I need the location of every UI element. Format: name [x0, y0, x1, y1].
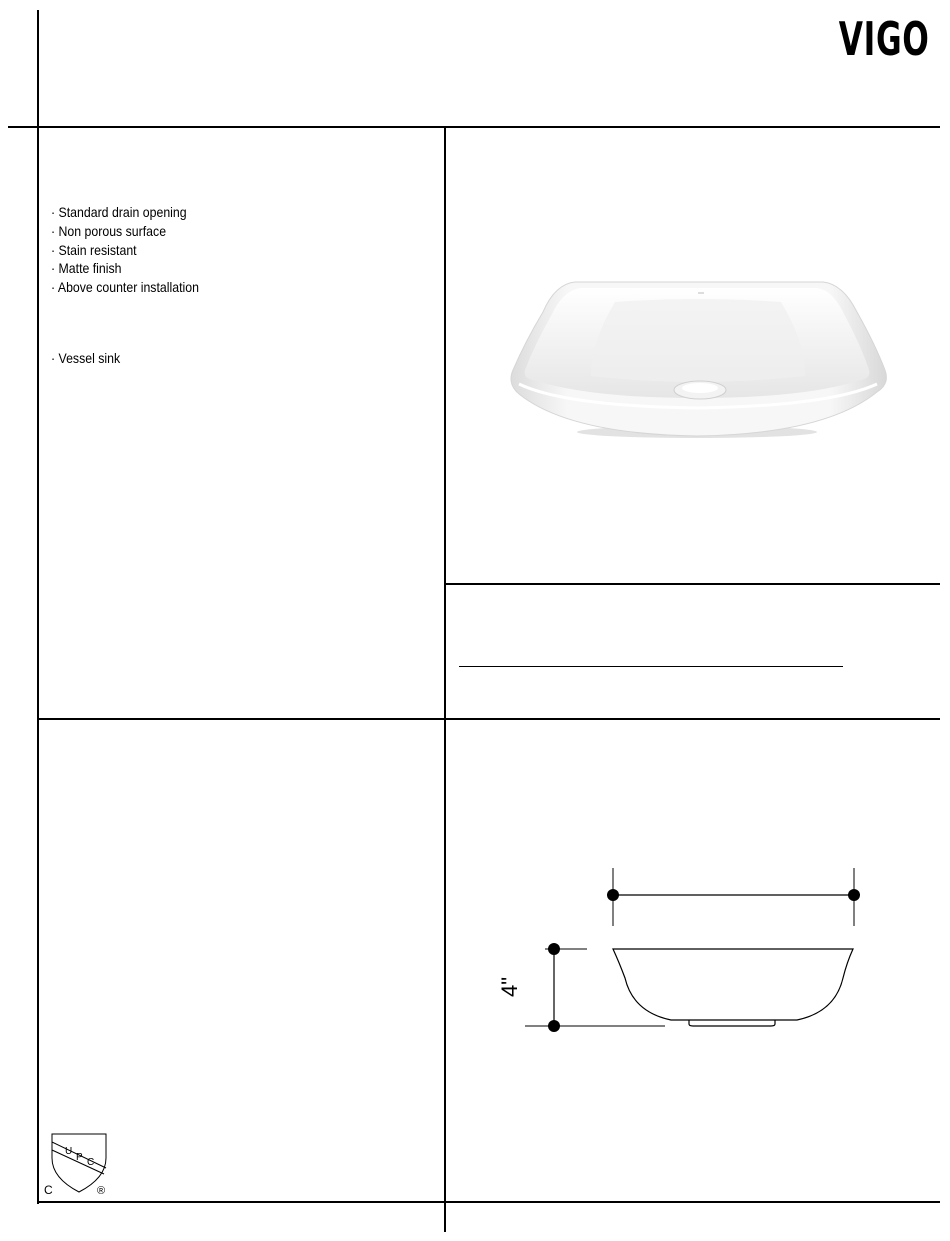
height-label: 4"	[497, 976, 522, 997]
sink-type-item: · Vessel sink	[51, 350, 121, 366]
image-panel-divider	[444, 583, 940, 585]
sink-base	[689, 1020, 775, 1026]
vigo-logo: VIGO	[839, 12, 930, 66]
dimension-diagram	[485, 860, 875, 1050]
feature-item: · Standard drain opening	[51, 204, 187, 220]
feature-item: · Non porous surface	[51, 222, 167, 239]
center-divider	[444, 126, 446, 1232]
underline-rule	[459, 666, 843, 667]
left-border	[37, 10, 39, 1204]
cert-letter-p: P	[76, 1152, 83, 1163]
cert-corner-letter: C	[44, 1183, 53, 1197]
sink-profile	[613, 949, 853, 1020]
feature-item: · Stain resistant	[51, 241, 137, 258]
sink-product-image	[505, 272, 889, 442]
header-divider	[8, 126, 940, 128]
bottom-divider	[37, 1201, 940, 1203]
sink-type-list	[51, 349, 120, 367]
height-endpoint-bottom	[548, 1020, 560, 1032]
width-endpoint-left	[607, 889, 619, 901]
cert-letter-c: C	[87, 1157, 95, 1168]
feature-list	[51, 203, 199, 297]
cert-letter-u: U	[65, 1146, 73, 1157]
cupc-certification-icon	[42, 1128, 116, 1198]
width-endpoint-right	[848, 889, 860, 901]
registered-symbol: ®	[97, 1185, 106, 1197]
middle-divider	[37, 718, 940, 720]
feature-item: · Matte finish	[51, 260, 122, 277]
height-endpoint-top	[548, 943, 560, 955]
feature-item: · Above counter installation	[51, 279, 199, 296]
